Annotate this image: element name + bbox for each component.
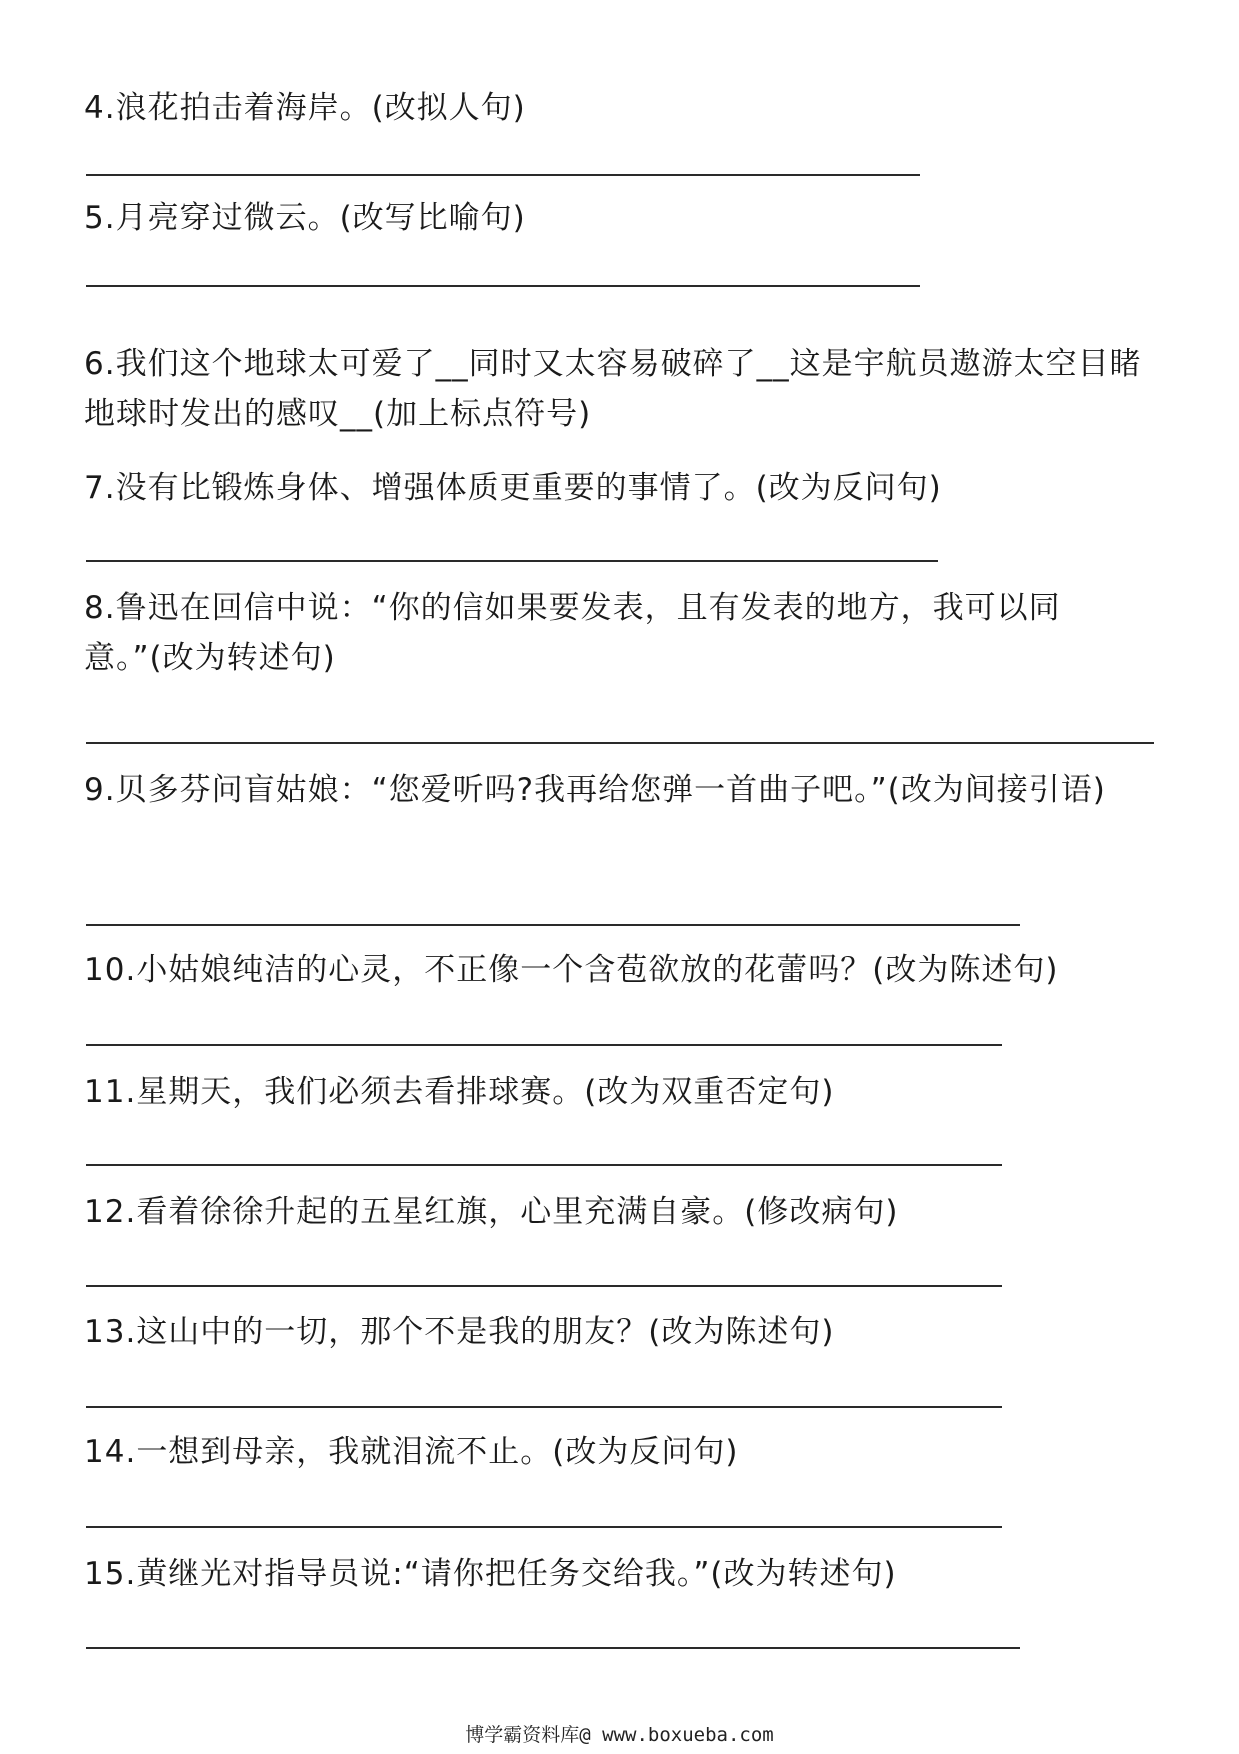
- question-text: 星期天，我们必须去看排球赛。(改为双重否定句): [136, 1074, 835, 1110]
- question-text: 没有比锻炼身体、增强体质更重要的事情了。(改为反问句): [115, 470, 942, 506]
- question-text: 黄继光对指导员说:“请你把任务交给我。”(改为转述句): [136, 1556, 897, 1592]
- answer-line-15[interactable]: [86, 1647, 1020, 1649]
- question-9: [84, 766, 1169, 816]
- question-14: [84, 1428, 1169, 1478]
- question-number: 13.: [84, 1314, 137, 1350]
- answer-line-13[interactable]: [86, 1406, 1002, 1408]
- question-11: [84, 1068, 1169, 1118]
- question-number: 4.: [84, 90, 116, 126]
- question-number: 11.: [84, 1074, 137, 1110]
- question-number: 14.: [84, 1434, 137, 1470]
- question-number: 9.: [84, 772, 116, 808]
- question-text: 贝多芬问盲姑娘：“您爱听吗?我再给您弹一首曲子吧。”(改为间接引语): [115, 772, 1106, 808]
- question-number: 5.: [84, 200, 116, 236]
- question-6: [84, 340, 1169, 439]
- question-number: 8.: [84, 590, 116, 626]
- answer-line-9[interactable]: [86, 924, 1020, 926]
- question-number: 10.: [84, 952, 137, 988]
- answer-line-8[interactable]: [86, 742, 1154, 744]
- question-text: 这山中的一切，那个不是我的朋友？(改为陈述句): [136, 1314, 835, 1350]
- question-8: [84, 584, 1169, 683]
- question-number: 15.: [84, 1556, 137, 1592]
- answer-line-10[interactable]: [86, 1044, 1002, 1046]
- question-number: 7.: [84, 470, 116, 506]
- question-12: [84, 1188, 1169, 1238]
- question-15: [84, 1550, 1169, 1600]
- question-text: 一想到母亲，我就泪流不止。(改为反问句): [136, 1434, 739, 1470]
- question-text: 鲁迅在回信中说：“你的信如果要发表，且有发表的地方，我可以同意。”(改为转述句): [84, 590, 1061, 676]
- answer-line-7[interactable]: [86, 560, 938, 562]
- question-number: 12.: [84, 1194, 137, 1230]
- question-text: 我们这个地球太可爱了__同时又太容易破碎了__这是宇航员遨游太空目睹地球时发出的感叹__(加上标点符号): [84, 346, 1142, 432]
- answer-line-4[interactable]: [86, 174, 920, 176]
- answer-line-14[interactable]: [86, 1526, 1002, 1528]
- answer-line-12[interactable]: [86, 1285, 1002, 1287]
- answer-line-11[interactable]: [86, 1164, 1002, 1166]
- question-text: 小姑娘纯洁的心灵，不正像一个含苞欲放的花蕾吗？(改为陈述句): [136, 952, 1059, 988]
- question-7: [84, 464, 1169, 514]
- page-footer: 博学霸资料库@ www.boxueba.com: [465, 1724, 774, 1746]
- question-number: 6.: [84, 346, 116, 382]
- answer-line-5[interactable]: [86, 285, 920, 287]
- question-13: [84, 1308, 1169, 1358]
- question-10: [84, 946, 1169, 996]
- question-text: 月亮穿过微云。(改写比喻句): [115, 200, 526, 236]
- question-5: [84, 194, 1169, 244]
- question-text: 看着徐徐升起的五星红旗，心里充满自豪。(修改病句): [136, 1194, 899, 1230]
- question-4: [84, 84, 1169, 134]
- question-text: 浪花拍击着海岸。(改拟人句): [115, 90, 526, 126]
